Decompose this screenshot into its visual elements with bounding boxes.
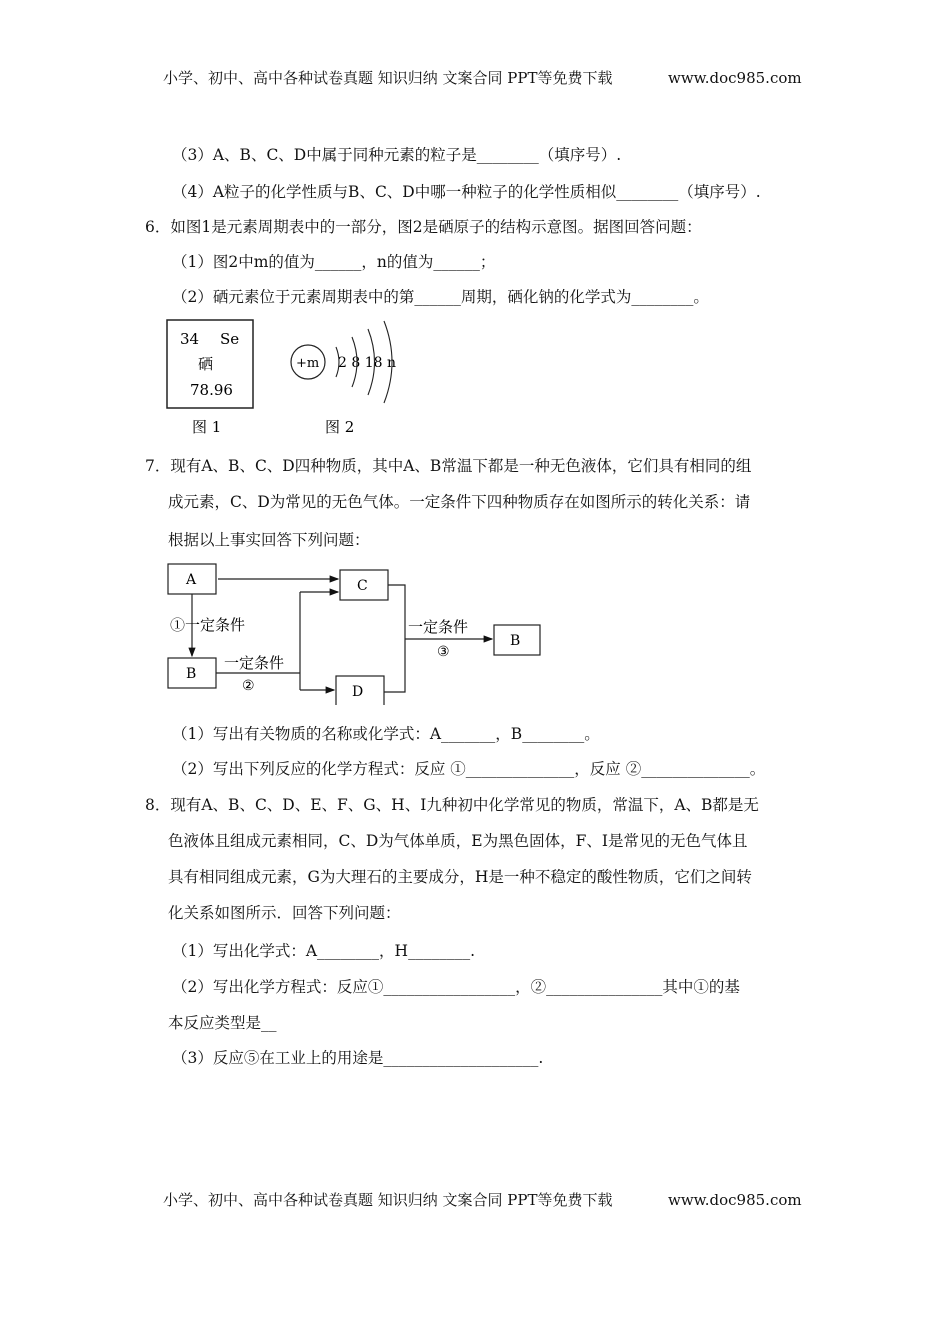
- q7-stem-2: 成元素，C、D为常见的无色气体。一定条件下四种物质存在如图所示的转化关系：请: [168, 493, 751, 511]
- footer-text: 小学、初中、高中各种试卷真题 知识归纳 文案合同 PPT等免费下载: [163, 1191, 613, 1209]
- shell-electrons: 2 8 18 n: [338, 355, 396, 371]
- atomic-mass: 78.96: [190, 381, 233, 399]
- q6-stem: 6．如图1是元素周期表中的一部分，图2是硒原子的结构示意图。据图回答问题：: [145, 218, 702, 236]
- node-d: D: [352, 684, 364, 700]
- fig2-caption: 图 2: [325, 418, 355, 436]
- element-name: 硒: [198, 355, 214, 373]
- atomic-number: 34: [180, 330, 200, 348]
- node-b-product: B: [510, 633, 521, 649]
- fig1-caption: 图 1: [192, 418, 222, 436]
- q7-stem-3: 根据以上事实回答下列问题：: [168, 531, 370, 549]
- q6-figures: [160, 312, 420, 442]
- condition-2: 一定条件: [224, 654, 285, 672]
- q7-stem-1: 7．现有A、B、C、D四种物质，其中A、B常温下都是一种无色液体，它们具有相同的组: [145, 457, 752, 475]
- q7-part1: （1）写出有关物质的名称或化学式：A_______，B________。: [172, 725, 600, 743]
- nucleus-charge: +m: [296, 356, 320, 371]
- q7-diagram: [160, 560, 550, 705]
- q7-part2: （2）写出下列反应的化学方程式：反应 ①______________，反应 ②______________。: [172, 760, 766, 778]
- header-text: 小学、初中、高中各种试卷真题 知识归纳 文案合同 PPT等免费下载: [163, 69, 613, 87]
- q8-line-1: 8．现有A、B、C、D、E、F、G、H、I九种初中化学常见的物质，常温下，A、B都是无: [145, 796, 759, 814]
- node-b: B: [186, 666, 197, 682]
- q8-line-4: 化关系如图所示．回答下列问题：: [168, 904, 401, 922]
- footer-link[interactable]: www.doc985.com: [668, 1191, 802, 1209]
- q8-part3: （3）反应⑤在工业上的用途是____________________.: [172, 1049, 544, 1067]
- condition-3: 一定条件: [408, 618, 469, 636]
- node-a: A: [186, 572, 197, 588]
- q8-part2-cont: 本反应类型是__: [168, 1014, 277, 1032]
- q8-line-3: 具有相同组成元素，G为大理石的主要成分，H是一种不稳定的酸性物质，它们之间转: [168, 868, 752, 886]
- q6-part1: （1）图2中m的值为______，n的值为______；: [172, 253, 496, 271]
- q8-part1: （1）写出化学式：A________，H________.: [172, 942, 475, 960]
- q8-line-2: 色液体且组成元素相同，C、D为气体单质，E为黑色固体，F、I是常见的无色气体且: [168, 832, 748, 850]
- reaction-3-number: ③: [437, 644, 450, 660]
- condition-1: ①一定条件: [170, 616, 246, 634]
- q5-part3: （3）A、B、C、D中属于同种元素的粒子是________（填序号）.: [172, 146, 622, 164]
- q8-part2: （2）写出化学方程式：反应①_________________，②_______________其中①的基: [172, 978, 740, 996]
- header-link[interactable]: www.doc985.com: [668, 69, 802, 87]
- q5-part4: （4）A粒子的化学性质与B、C、D中哪一种粒子的化学性质相似________（填序号）.: [172, 183, 761, 201]
- element-symbol: Se: [220, 330, 240, 348]
- q6-part2: （2）硒元素位于元素周期表中的第______周期，硒化钠的化学式为________。: [172, 288, 709, 306]
- node-c: C: [357, 578, 368, 594]
- reaction-2-number: ②: [242, 678, 255, 694]
